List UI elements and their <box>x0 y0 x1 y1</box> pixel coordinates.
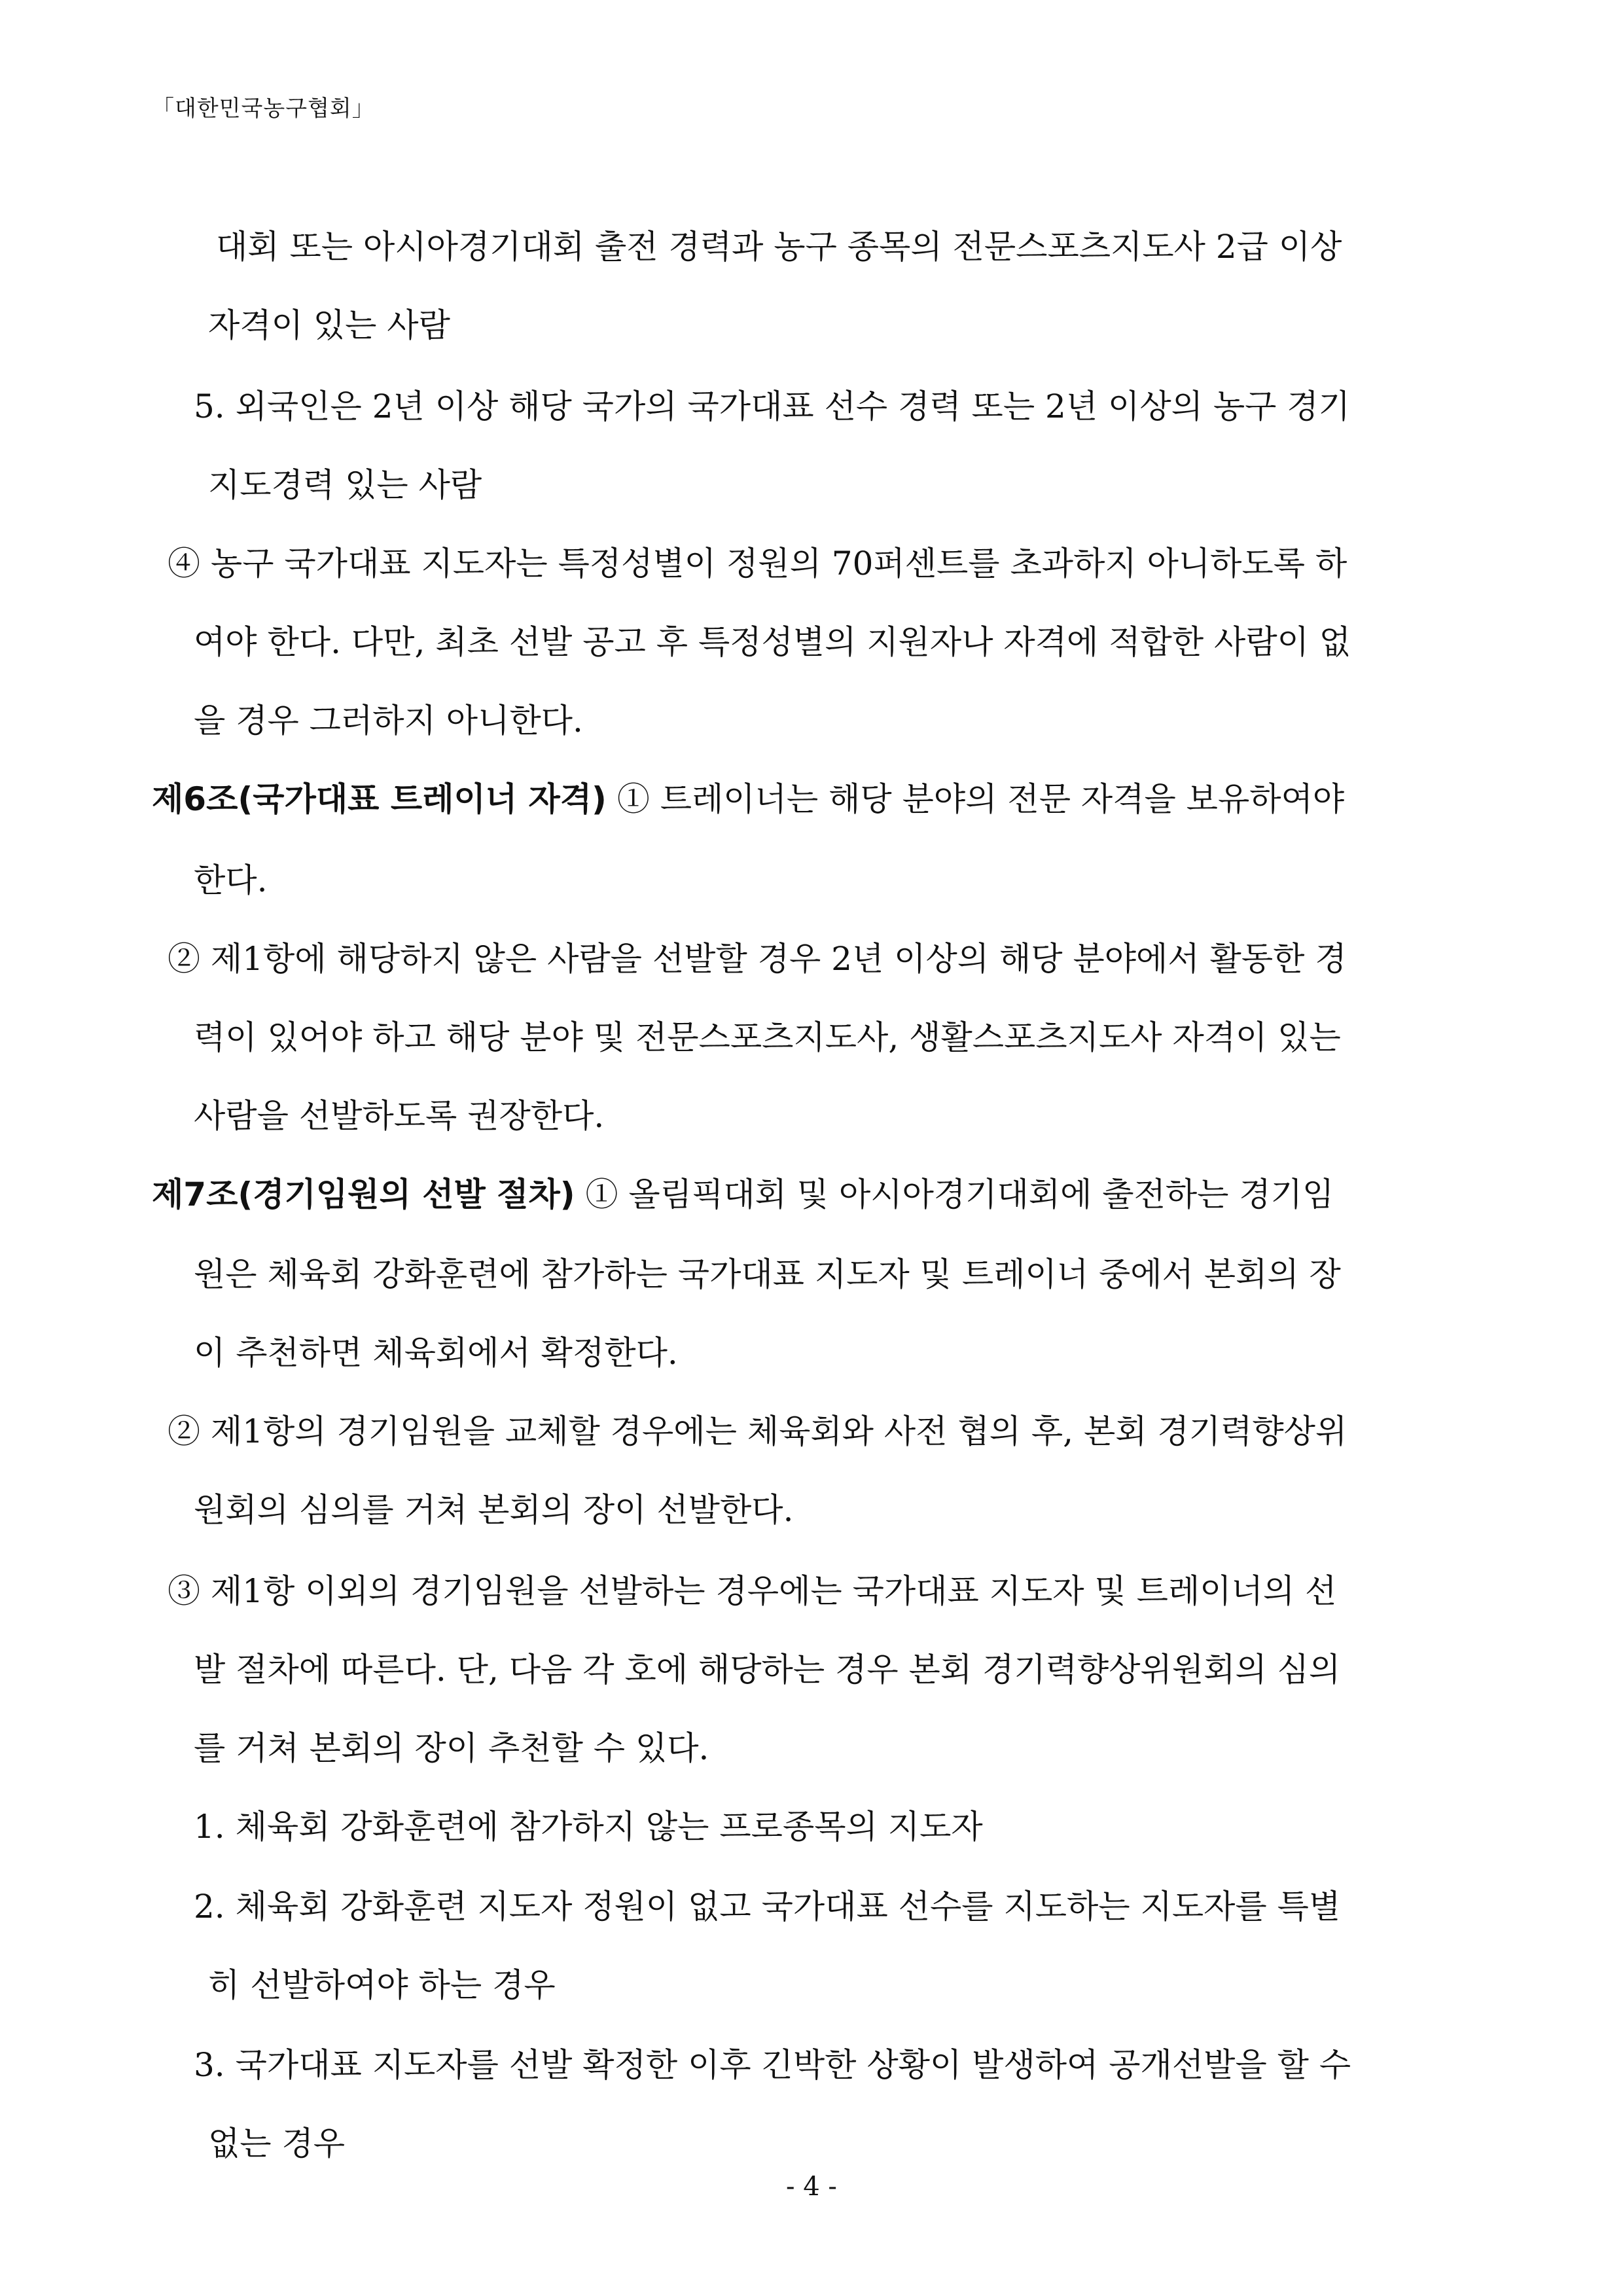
text-line: 여야 한다. 다만, 최초 선발 공고 후 특정성별의 지원자나 자격에 적합한 사람이 없 <box>194 623 1351 661</box>
clause-line: ② 제1항에 해당하지 않은 사람을 선발할 경우 2년 이상의 해당 분야에서 활동한 경 <box>168 940 1347 978</box>
text-line: 히 선발하여야 하는 경우 <box>208 1966 556 2004</box>
text-line: 발 절차에 따른다. 단, 다음 각 호에 해당하는 경우 본회 경기력향상위원회의 심의 <box>194 1651 1341 1689</box>
text-line: 원회의 심의를 거쳐 본회의 장이 선발한다. <box>194 1491 794 1529</box>
document-header: 「대한민국농구협회」 <box>152 96 375 122</box>
text-line: 력이 있어야 하고 해당 분야 및 전문스포츠지도사, 생활스포츠지도사 자격이 있는 <box>194 1018 1341 1056</box>
article-text: ① 트레이너는 해당 분야의 전문 자격을 보유하여야 <box>606 780 1345 818</box>
text-line: 한다. <box>194 861 268 899</box>
text-line: 를 거쳐 본회의 장이 추천할 수 있다. <box>194 1729 709 1767</box>
text-line: 자격이 있는 사람 <box>208 306 450 344</box>
page-number: - 4 - <box>786 2172 837 2202</box>
text-line: 지도경력 있는 사람 <box>208 466 482 504</box>
article-title: 제7조(경기임원의 선발 절차) <box>152 1175 575 1213</box>
article-7 <box>152 1175 1334 1213</box>
text-line: 을 경우 그러하지 아니한다. <box>194 702 583 740</box>
list-item: 3. 국가대표 지도자를 선발 확정한 이후 긴박한 상황이 발생하여 공개선발을 할 수 <box>194 2046 1351 2084</box>
article-6 <box>152 780 1345 818</box>
clause-line: ④ 농구 국가대표 지도자는 특정성별이 정원의 70퍼센트를 초과하지 아니하도록 하 <box>168 545 1347 583</box>
clause-line: ② 제1항의 경기임원을 교체할 경우에는 체육회와 사전 협의 후, 본회 경기력향상위 <box>168 1412 1347 1450</box>
article-title: 제6조(국가대표 트레이너 자격) <box>152 780 607 818</box>
text-line: 원은 체육회 강화훈련에 참가하는 국가대표 지도자 및 트레이너 중에서 본회의 장 <box>194 1255 1341 1293</box>
article-text: ① 올림픽대회 및 아시아경기대회에 출전하는 경기임 <box>575 1175 1334 1213</box>
text-line: 이 추천하면 체육회에서 확정한다. <box>194 1334 678 1372</box>
clause-line: ③ 제1항 이외의 경기임원을 선발하는 경우에는 국가대표 지도자 및 트레이너의 선 <box>168 1572 1337 1610</box>
list-item: 5. 외국인은 2년 이상 해당 국가의 국가대표 선수 경력 또는 2년 이상의 농구 경기 <box>194 387 1350 425</box>
text-line: 없는 경우 <box>208 2125 346 2162</box>
text-line: 사람을 선발하도록 권장한다. <box>194 1097 605 1135</box>
text-line: 대회 또는 아시아경기대회 출전 경력과 농구 종목의 전문스포츠지도사 2급 이상 <box>216 228 1342 266</box>
list-item: 2. 체육회 강화훈련 지도자 정원이 없고 국가대표 선수를 지도하는 지도자를 특별 <box>194 1888 1341 1926</box>
list-item: 1. 체육회 강화훈련에 참가하지 않는 프로종목의 지도자 <box>194 1808 983 1846</box>
